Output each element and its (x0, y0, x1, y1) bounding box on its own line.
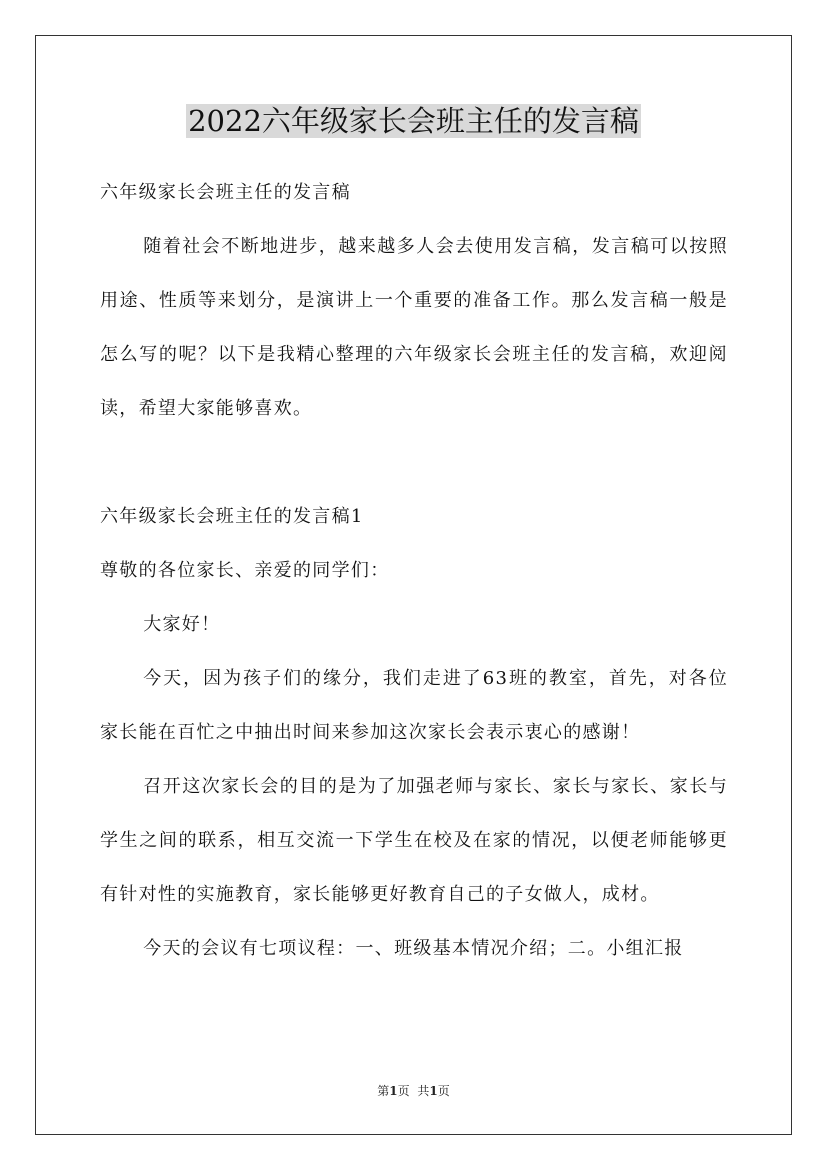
document-title-text: 2022六年级家长会班主任的发言稿 (188, 104, 639, 138)
document-body (100, 166, 728, 976)
page-prefix: 第 (377, 1084, 390, 1098)
salutation: 尊敬的各位家长、亲爱的同学们： (100, 560, 390, 581)
document-subtitle: 六年级家长会班主任的发言稿 (100, 182, 351, 203)
page-number: 1 (389, 1084, 398, 1098)
total-pages: 1 (429, 1084, 438, 1098)
greeting: 大家好！ (143, 614, 221, 635)
total-prefix: 共 (417, 1084, 430, 1098)
body-paragraph-3: 今天的会议有七项议程：一、班级基本情况介绍；二。小组汇报 (143, 938, 684, 959)
section-heading: 六年级家长会班主任的发言稿1 (100, 506, 364, 527)
page-suffix: 页 (397, 1084, 410, 1098)
total-suffix: 页 (437, 1084, 450, 1098)
page-footer (0, 1082, 827, 1100)
body-paragraph-2: 召开这次家长会的目的是为了加强老师与家长、家长与家长、家长与学生之间的联系，相互交流一下学生在校及在家的情况，以便老师能够更有针对性的实施教育，家长能够更好教育自己的子女做人，成材。 (100, 776, 728, 905)
document-title (0, 100, 827, 142)
body-paragraph-1: 今天，因为孩子们的缘分，我们走进了63班的教室，首先，对各位家长能在百忙之中抽出时间来参加这次家长会表示衷心的感谢！ (100, 668, 728, 743)
intro-paragraph: 随着社会不断地进步，越来越多人会去使用发言稿，发言稿可以按照用途、性质等来划分，是演讲上一个重要的准备工作。那么发言稿一般是怎么写的呢？以下是我精心整理的六年级家长会班主任的发言稿，欢迎阅读，希望大家能够喜欢。 (100, 236, 728, 419)
paragraph-spacer (100, 436, 728, 490)
